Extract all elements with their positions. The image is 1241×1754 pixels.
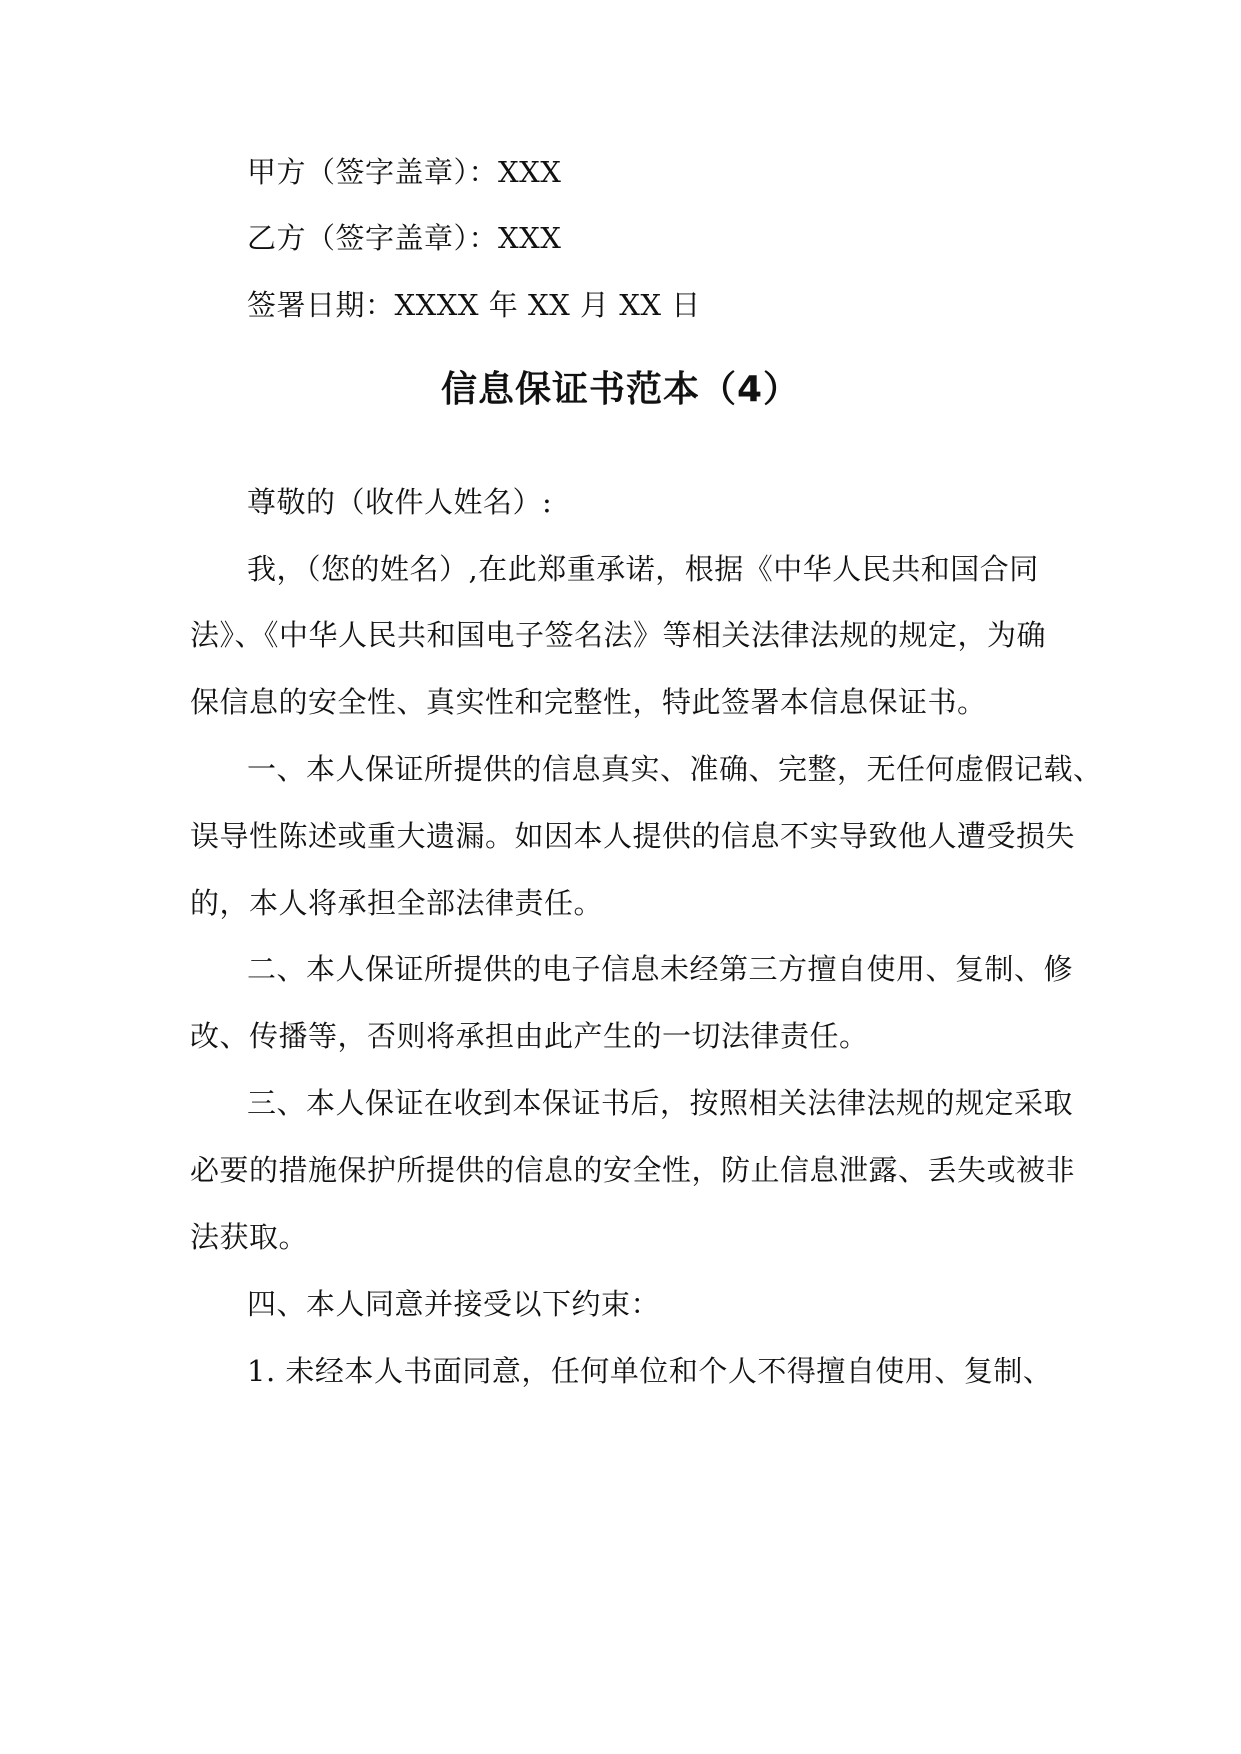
paragraph-line: 误导性陈述或重大遗漏。如因本人提供的信息不实导致他人遭受损失 <box>190 819 1076 853</box>
paragraph-line: 的，本人将承担全部法律责任。 <box>190 886 604 920</box>
party-a-signature: 甲方（签字盖章）：XXX <box>247 155 562 189</box>
paragraph-line: 我，（您的姓名）,在此郑重承诺，根据《中华人民共和国合同 <box>247 552 1039 586</box>
list-item: 1. 未经本人书面同意，任何单位和个人不得擅自使用、复制、 <box>247 1354 1053 1388</box>
paragraph-line: 必要的措施保护所提供的信息的安全性，防止信息泄露、丢失或被非 <box>190 1153 1076 1187</box>
document-title: 信息保证书范本（4） <box>440 369 801 410</box>
paragraph-line: 三、本人保证在收到本保证书后，按照相关法律法规的规定采取 <box>247 1086 1074 1120</box>
paragraph-line: 一、本人保证所提供的信息真实、准确、完整，无任何虚假记载、 <box>247 752 1103 786</box>
paragraph-line: 改、传播等，否则将承担由此产生的一切法律责任。 <box>190 1019 869 1053</box>
paragraph-line: 法获取。 <box>190 1220 309 1254</box>
signing-date: 签署日期：XXXX 年 XX 月 XX 日 <box>247 288 701 322</box>
paragraph-line: 四、本人同意并接受以下约束： <box>247 1287 661 1321</box>
paragraph-line: 法》、《中华人民共和国电子签名法》等相关法律法规的规定，为确 <box>190 618 1047 652</box>
party-b-signature: 乙方（签字盖章）：XXX <box>247 221 562 255</box>
salutation: 尊敬的（收件人姓名）: <box>247 485 553 519</box>
paragraph-line: 保信息的安全性、真实性和完整性，特此签署本信息保证书。 <box>190 685 987 719</box>
paragraph-line: 二、本人保证所提供的电子信息未经第三方擅自使用、复制、修 <box>247 952 1074 986</box>
